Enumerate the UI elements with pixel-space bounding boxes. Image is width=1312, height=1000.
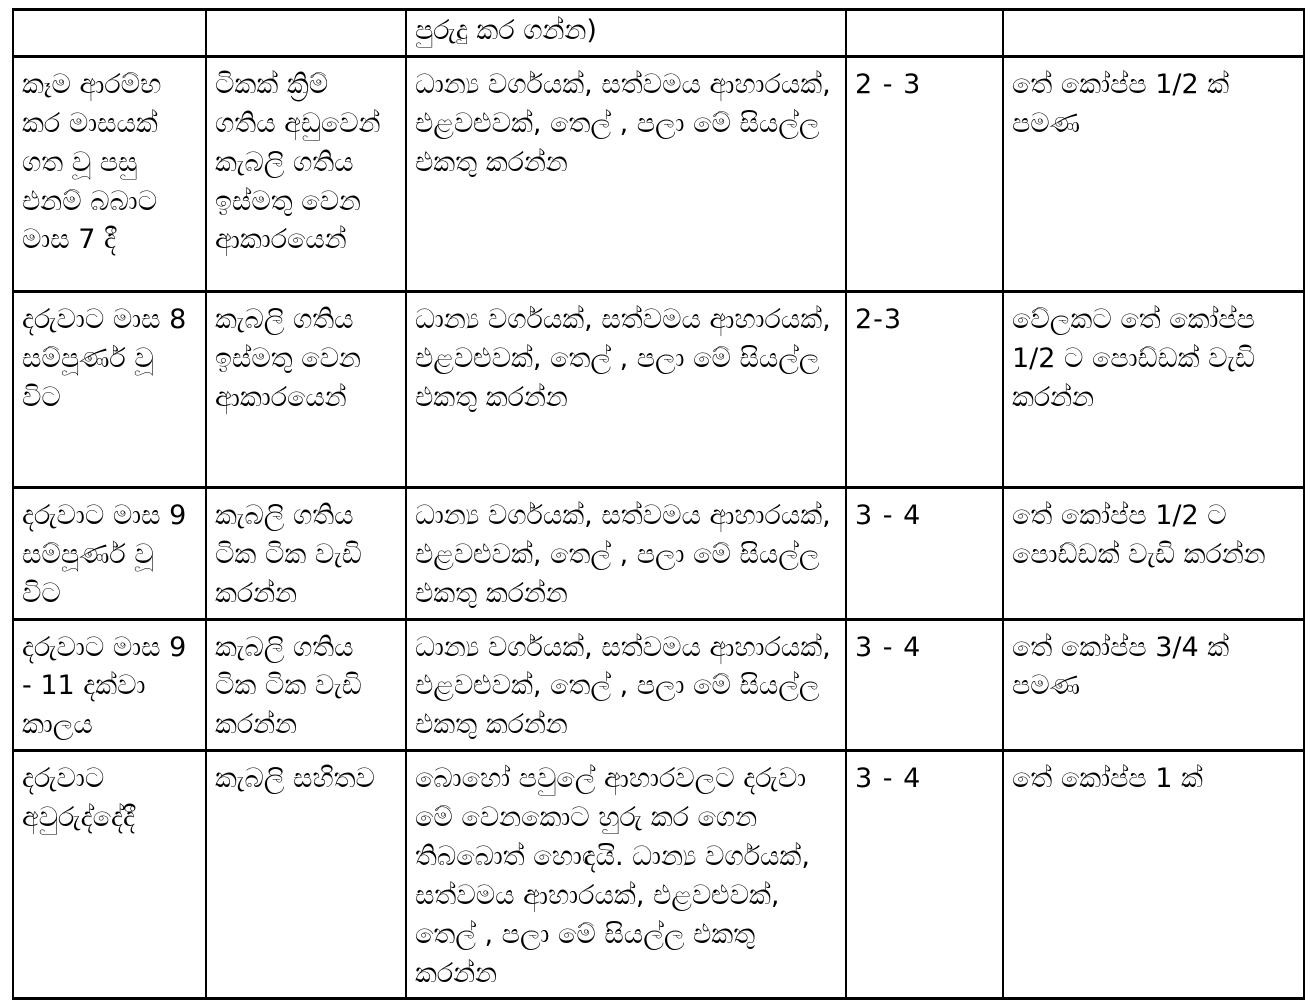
table-row-month-7 (13, 56, 1304, 291)
cell-food-items: පුරුදු කර ගන්න) (406, 10, 846, 57)
table-row-continuation (13, 10, 1304, 57)
table-row-one-year (13, 751, 1304, 999)
cell-meals-per-day: 3 - 4 (846, 619, 1003, 751)
cell-food-items: බොහෝ පවුලේ ආහාරවලට දරුවා මේ වෙනකොට හුරු කර ගෙන තිබබොත් හොඳයි. ධාන්‍ය වර්ගයක්, සත්වමය ආහාරයක්, එළවළුවක්, තෙල් , පලා මේ සියල්ල එකතු කරන්න (406, 751, 846, 999)
cell-food-texture (206, 10, 406, 57)
cell-age-stage: දරුවාට මාස 8 සම්පූර්ණ වූ විට (13, 291, 206, 487)
cell-food-texture: කැබලි ගතිය ටික ටික වැඩි කරන්න (206, 619, 406, 751)
cell-food-items: ධාන්‍ය වර්ගයක්, සත්වමය ආහාරයක්, එළවළුවක්, තෙල් , පලා මේ සියල්ල එකතු කරන්න (406, 619, 846, 751)
cell-food-items: ධාන්‍ය වර්ගයක්, සත්වමය ආහාරයක්, එළවළුවක්, තෙල් , පලා මේ සියල්ල එකතු කරන්න (406, 487, 846, 619)
feeding-schedule-table (12, 8, 1305, 1000)
cell-food-texture: කැබලි ගතිය ඉස්මතු වෙන ආකාරයෙන් (206, 291, 406, 487)
cell-age-stage: කෑම ආරම්භ කර මාසයක් ගත වූ පසු එනම් බබාට මාස 7 දී (13, 56, 206, 291)
cell-quantity: වේලකට තේ කෝප්ප 1/2 ට පොඩ්ඩක් වැඩි කරන්න (1003, 291, 1304, 487)
cell-food-texture: ටිකක් ක්‍රිම් ගතිය අඩුවෙන් කැබලි ගතිය ඉස්මතු වෙන ආකාරයෙන් (206, 56, 406, 291)
cell-food-items: ධාන්‍ය වර්ගයක්, සත්වමය ආහාරයක්, එළවළුවක්, තෙල් , පලා මේ සියල්ල එකතු කරන්න (406, 56, 846, 291)
table-row-month-9 (13, 487, 1304, 619)
cell-quantity: තේ කෝප්ප 1 ක් (1003, 751, 1304, 999)
cell-age-stage: දරුවාට අවුරුද්දේදී (13, 751, 206, 999)
cell-meals-per-day (846, 10, 1003, 57)
cell-quantity: තේ කෝප්ප 1/2 ට පොඩ්ඩක් වැඩි කරන්න (1003, 487, 1304, 619)
cell-quantity: තේ කෝප්ප 3/4 ක් පමණ (1003, 619, 1304, 751)
cell-quantity: තේ කෝප්ප 1/2 ක් පමණ (1003, 56, 1304, 291)
cell-meals-per-day: 3 - 4 (846, 751, 1003, 999)
cell-meals-per-day: 2-3 (846, 291, 1003, 487)
cell-quantity (1003, 10, 1304, 57)
cell-food-items: ධාන්‍ය වර්ගයක්, සත්වමය ආහාරයක්, එළවළුවක්, තෙල් , පලා මේ සියල්ල එකතු කරන්න (406, 291, 846, 487)
cell-food-texture: කැබලි සහිතව (206, 751, 406, 999)
cell-meals-per-day: 2 - 3 (846, 56, 1003, 291)
cell-age-stage (13, 10, 206, 57)
cell-meals-per-day: 3 - 4 (846, 487, 1003, 619)
table-row-month-8 (13, 291, 1304, 487)
document-page (12, 8, 1305, 1000)
cell-age-stage: දරුවාට මාස 9 - 11 දක්වා කාලය (13, 619, 206, 751)
cell-food-texture: කැබලි ගතිය ටික ටික වැඩි කරන්න (206, 487, 406, 619)
cell-age-stage: දරුවාට මාස 9 සම්පූර්ණ වූ විට (13, 487, 206, 619)
table-row-months-9-11 (13, 619, 1304, 751)
